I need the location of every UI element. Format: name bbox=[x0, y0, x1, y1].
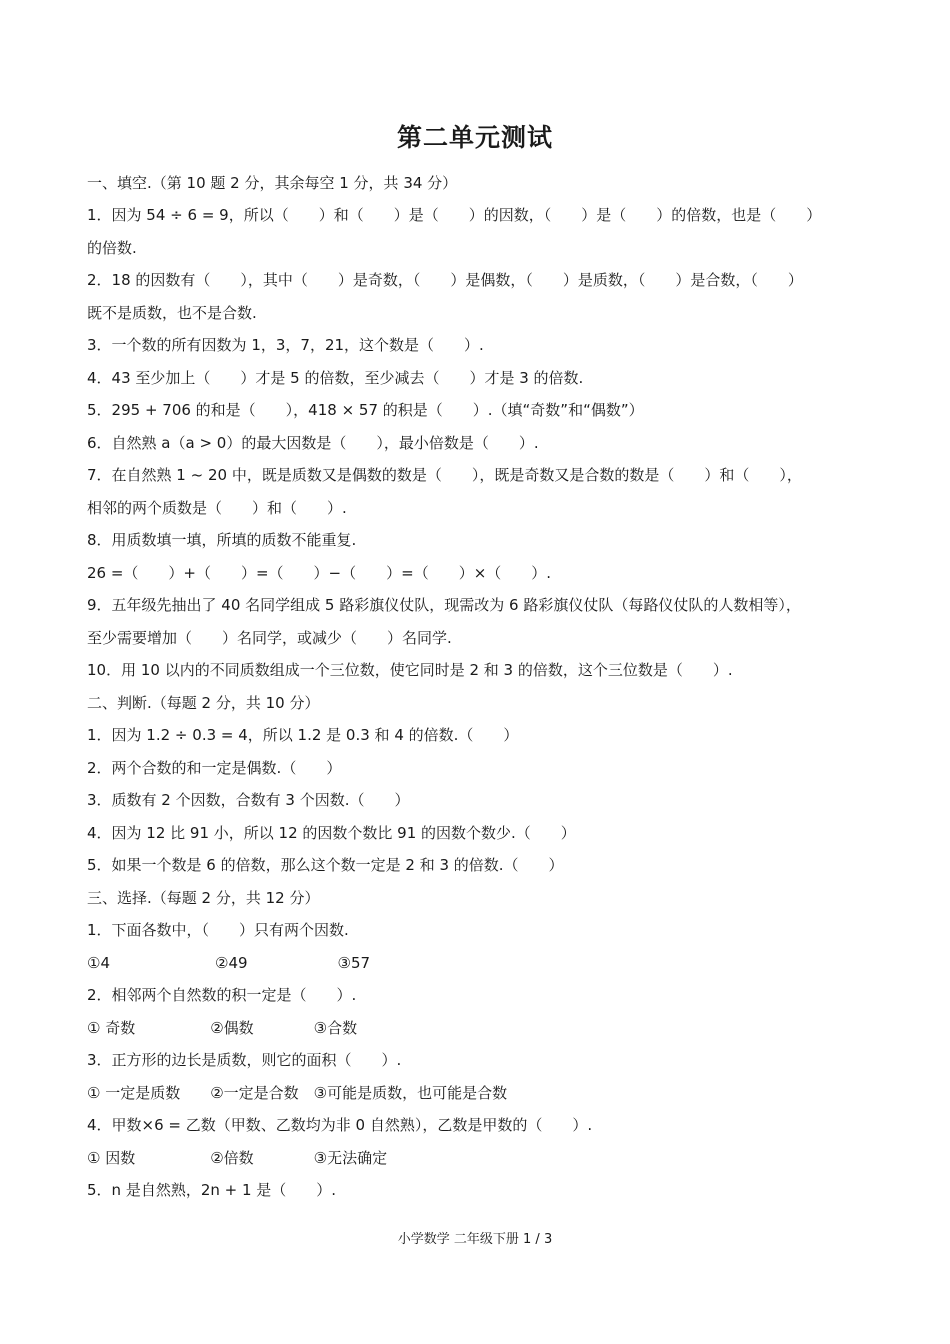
text-line: 三、选择.（每题 2 分，共 12 分） bbox=[87, 889, 320, 907]
text-line: 5．n 是自然熟，2n + 1 是（ ）. bbox=[87, 1181, 337, 1199]
text-line: 一、填空.（第 10 题 2 分，其余每空 1 分，共 34 分） bbox=[87, 174, 458, 192]
text-line: ①4 ②49 ③57 bbox=[87, 954, 371, 972]
text-line: 5．如果一个数是 6 的倍数，那么这个数一定是 2 和 3 的倍数.（ ） bbox=[87, 856, 564, 874]
text-line: 2．两个合数的和一定是偶数.（ ） bbox=[87, 759, 342, 777]
text-line: ① 因数 ②倍数 ③无法确定 bbox=[87, 1149, 388, 1167]
text-line: 5．295 + 706 的和是（ ），418 × 57 的积是（ ）.（填“奇数”和“偶数”） bbox=[87, 401, 644, 419]
text-line: 4．因为 12 比 91 小，所以 12 的因数个数比 91 的因数个数少.（ ） bbox=[87, 824, 576, 842]
text-line: ① 一定是质数 ②一定是合数 ③可能是质数，也可能是合数 bbox=[87, 1084, 508, 1102]
text-line: 9．五年级先抽出了 40 名同学组成 5 路彩旗仪仗队，现需改为 6 路彩旗仪仗队（每路仪仗队的人数相等）， bbox=[87, 596, 801, 614]
text-line: 10．用 10 以内的不同质数组成一个三位数，使它同时是 2 和 3 的倍数，这个三位数是（ ）. bbox=[87, 661, 733, 679]
text-line: 既不是质数，也不是合数. bbox=[87, 304, 257, 322]
text-line: 7．在自然熟 1 ~ 20 中，既是质数又是偶数的数是（ ），既是奇数又是合数的数是（ ）和（ ）， bbox=[87, 466, 802, 484]
page-footer: 小学数学 二年级下册 1 / 3 bbox=[397, 1232, 553, 1247]
text-line: 至少需要增加（ ）名同学，或减少（ ）名同学. bbox=[87, 629, 452, 647]
text-line: 8．用质数填一填，所填的质数不能重复. bbox=[87, 531, 357, 549]
text-line: 1．因为 1.2 ÷ 0.3 = 4，所以 1.2 是 0.3 和 4 的倍数.（ ） bbox=[87, 726, 519, 744]
text-line: 相邻的两个质数是（ ）和（ ）. bbox=[87, 499, 347, 517]
text-line: 6．自然熟 a（a > 0）的最大因数是（ ），最小倍数是（ ）. bbox=[87, 434, 539, 452]
text-line: 3．正方形的边长是质数，则它的面积（ ）. bbox=[87, 1051, 402, 1069]
text-line: 1．下面各数中，（ ）只有两个因数. bbox=[87, 921, 349, 939]
text-line: 4．43 至少加上（ ）才是 5 的倍数，至少减去（ ）才是 3 的倍数. bbox=[87, 369, 584, 387]
text-line: 2．18 的因数有（ ），其中（ ）是奇数，（ ）是偶数，（ ）是质数，（ ）是合数，（ ） bbox=[87, 271, 803, 289]
text-line: ① 奇数 ②偶数 ③合数 bbox=[87, 1019, 358, 1037]
page-title: 第二单元测试 bbox=[396, 123, 553, 152]
text-line: 1．因为 54 ÷ 6 = 9，所以（ ）和（ ）是（ ）的因数，（ ）是（ ）的倍数，也是（ ） bbox=[87, 206, 822, 224]
text-line: 的倍数. bbox=[87, 239, 137, 257]
text-line: 26 =（ ）+（ ）=（ ）−（ ）=（ ）×（ ）. bbox=[87, 564, 552, 582]
text-line: 4．甲数×6 = 乙数（甲数、乙数均为非 0 自然熟），乙数是甲数的（ ）. bbox=[87, 1116, 593, 1134]
text-line: 2．相邻两个自然数的积一定是（ ）. bbox=[87, 986, 357, 1004]
text-line: 3．一个数的所有因数为 1，3，7，21，这个数是（ ）. bbox=[87, 336, 484, 354]
text-line: 二、判断.（每题 2 分，共 10 分） bbox=[87, 694, 320, 712]
text-line: 3．质数有 2 个因数，合数有 3 个因数.（ ） bbox=[87, 791, 410, 809]
